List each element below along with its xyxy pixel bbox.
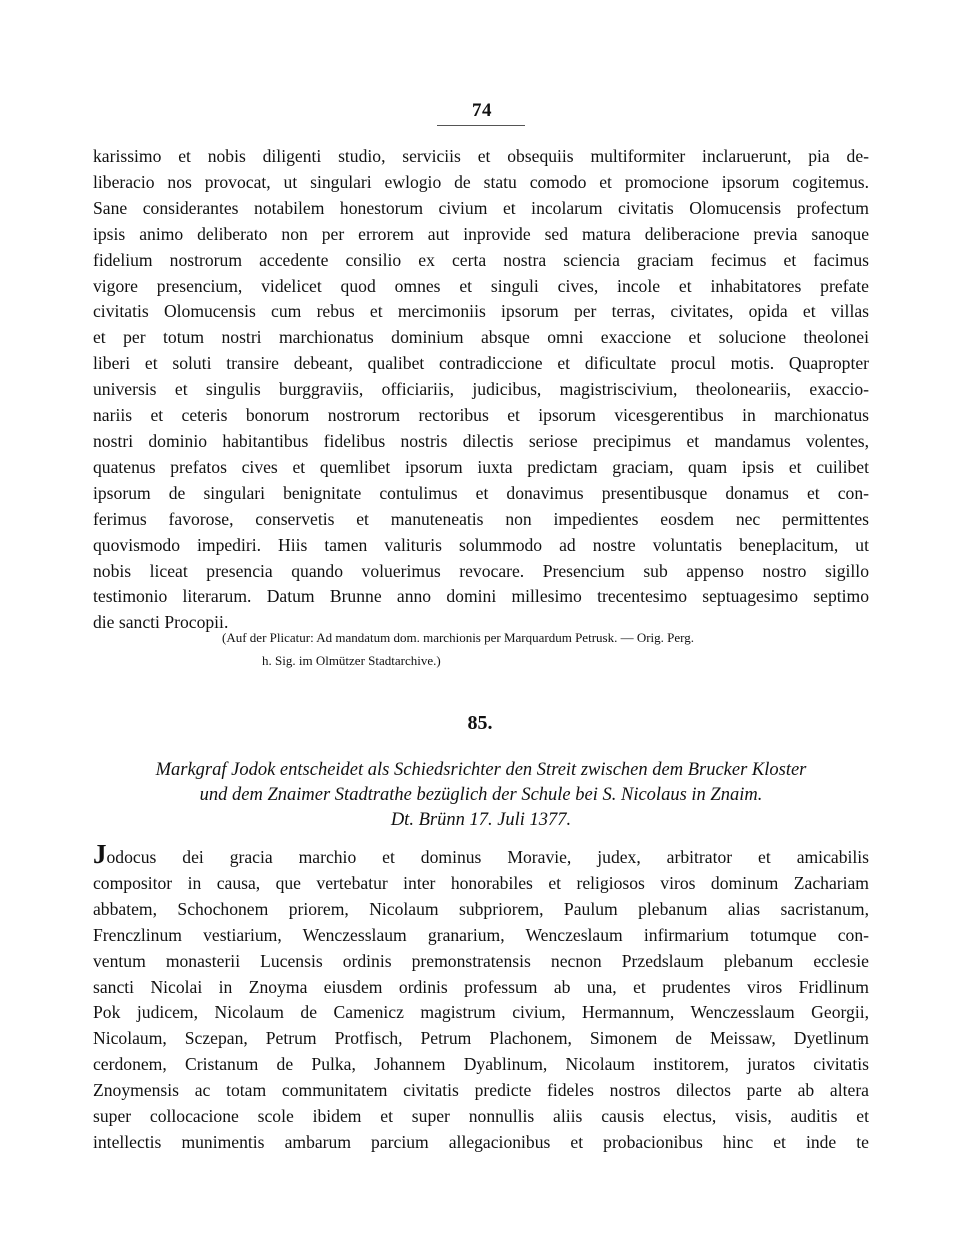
text-line: liberi et soluti transire debeant, qualibet contradiccione et dificultate procul motis. Quapropter bbox=[93, 353, 869, 374]
source-note-line: (Auf der Plicatur: Ad mandatum dom. marchionis per Marquardum Petrusk. — Orig. Perg. bbox=[222, 630, 695, 645]
text-line: karissimo et nobis diligenti studio, serviciis et obsequiis multiformiter inclaruerunt, pia de- bbox=[93, 146, 869, 166]
text-line: nobis liceat presencia quando voluerimus revocare. Presencium sub appenso nostro sigillo bbox=[93, 560, 869, 581]
heading-line: und dem Znaimer Stadtrathe bezüglich der Schule bei S. Nicolaus in Znaim. bbox=[199, 785, 763, 805]
text-line: die sancti Procopii. bbox=[93, 612, 229, 633]
text-line: Frenczlinum vestiarium, Wenczesslaum granarium, Wenczeslaum infirmarium totumque con- bbox=[93, 924, 869, 945]
text-line: Nicolaum, Sczepan, Petrum Protfisch, Petrum Plachonem, Simonem de Meissaw, Dyetlinum bbox=[93, 1028, 869, 1049]
page-number-rule bbox=[437, 125, 525, 126]
heading-date: Dt. Brünn 17. Juli 1377. bbox=[390, 810, 572, 830]
charter-text bbox=[93, 144, 869, 636]
text-line: Sane considerantes notabilem honestorum civium et incolarum civitatis Olomucensis profectum bbox=[93, 197, 869, 218]
text-line: compositor in causa, que vertebatur inter honorabiles et religiosos viros dominum Zachariam bbox=[93, 872, 869, 893]
document-heading bbox=[93, 758, 869, 833]
text-line: super collocacione scole ibidem et super nonnullis aliis causis electus, visis, auditis et bbox=[93, 1106, 869, 1127]
text-line: ipsis animo deliberato non per errorem aut inprovide sed matura deliberacione previa sanoque bbox=[93, 223, 869, 244]
text-line: fidelium nostrorum accedente consilio ex certa nostra sciencia graciam fecimus et facimus bbox=[93, 249, 869, 270]
text-line: intellectis munimentis ambarum parcium allegacionibus et probacionibus hinc et inde te bbox=[93, 1131, 869, 1152]
text-line: nariis et ceteris bonorum nostrorum rectoribus et ipsorum vicesgerentibus in marchionatus bbox=[93, 405, 869, 426]
text-line: cerdonem, Cristanum de Pulka, Johannem Dyablinum, Nicolaum institorem, juratos civitatis bbox=[93, 1054, 869, 1075]
text-line: vigore presencium, videlicet quod omnes et singuli cives, incole et inhabitatores prefate bbox=[93, 275, 869, 296]
text-line: quatenus prefatos cives et quemlibet ipsorum iuxta predictam graciam, quam ipsis et cuilibet bbox=[93, 456, 869, 477]
text-line: nostri dominio habitantibus fidelibus nostris dilectis seriose precipimus et mandamus volentes, bbox=[93, 430, 869, 451]
text-line: quovismodo impediri. Hiis tamen valituris solummodo ad nostre voluntatis beneplacitum, ut bbox=[93, 534, 869, 555]
initial-letter: J bbox=[93, 839, 107, 869]
source-note bbox=[222, 626, 869, 672]
text-line: Znoymensis ac totam communitatem civitatis predicte fideles nostros dilectos parte ab altera bbox=[93, 1080, 869, 1101]
document-text bbox=[93, 839, 869, 1156]
text-line: liberacio nos provocat, ut singulari ewlogio de statu comodo et promocione ipsorum cogitemus. bbox=[93, 171, 869, 192]
heading-line: Markgraf Jodok entscheidet als Schiedsrichter den Streit zwischen dem Brucker Kloster bbox=[155, 760, 807, 780]
text-line: abbatem, Schochonem priorem, Nicolaum subpriorem, Paulum plebanum alias sacristanum, bbox=[93, 898, 869, 919]
page-number: 74 bbox=[472, 100, 492, 121]
text-line-content: odocus dei gracia marchio et dominus Moravie, judex, arbitrator et amicabilis bbox=[106, 847, 869, 867]
text-line: Pok judicem, Nicolaum de Camenicz magistrum civium, Hermannum, Wenczesslaum Georgii, bbox=[93, 1002, 869, 1023]
text-line: testimonio literarum. Datum Brunne anno domini millesimo trecentesimo septuagesimo septimo bbox=[93, 586, 869, 607]
text-line: civitatis Olomucensis cum rebus et mercimoniis ipsorum per terras, civitates, opida et villas bbox=[93, 301, 869, 322]
source-note-line: h. Sig. im Olmützer Stadtarchive.) bbox=[262, 653, 441, 668]
text-line: ipsorum de singulari benignitate contulimus et donavimus presentibusque donamus et con- bbox=[93, 482, 869, 503]
text-line: et per totum nostri marchionatus dominium absque omni exaccione et solucione theolonei bbox=[93, 327, 869, 348]
text-line bbox=[93, 839, 869, 871]
text-line: sancti Nicolai in Znoyma eiusdem ordinis professum ab una, et prudentes viros Fridlinum bbox=[93, 976, 869, 997]
text-line: ventum monasterii Lucensis ordinis premonstratensis necnon Przedslaum plebanum ecclesie bbox=[93, 950, 869, 971]
document-number: 85. bbox=[467, 712, 493, 734]
text-line: universis et singulis burggraviis, officiariis, judicibus, magistriscivium, theoloneariis, exaccio- bbox=[93, 379, 869, 400]
text-line: ferimus favorose, conservetis et manuteneatis non impedientes eosdem nec permittentes bbox=[93, 508, 869, 529]
